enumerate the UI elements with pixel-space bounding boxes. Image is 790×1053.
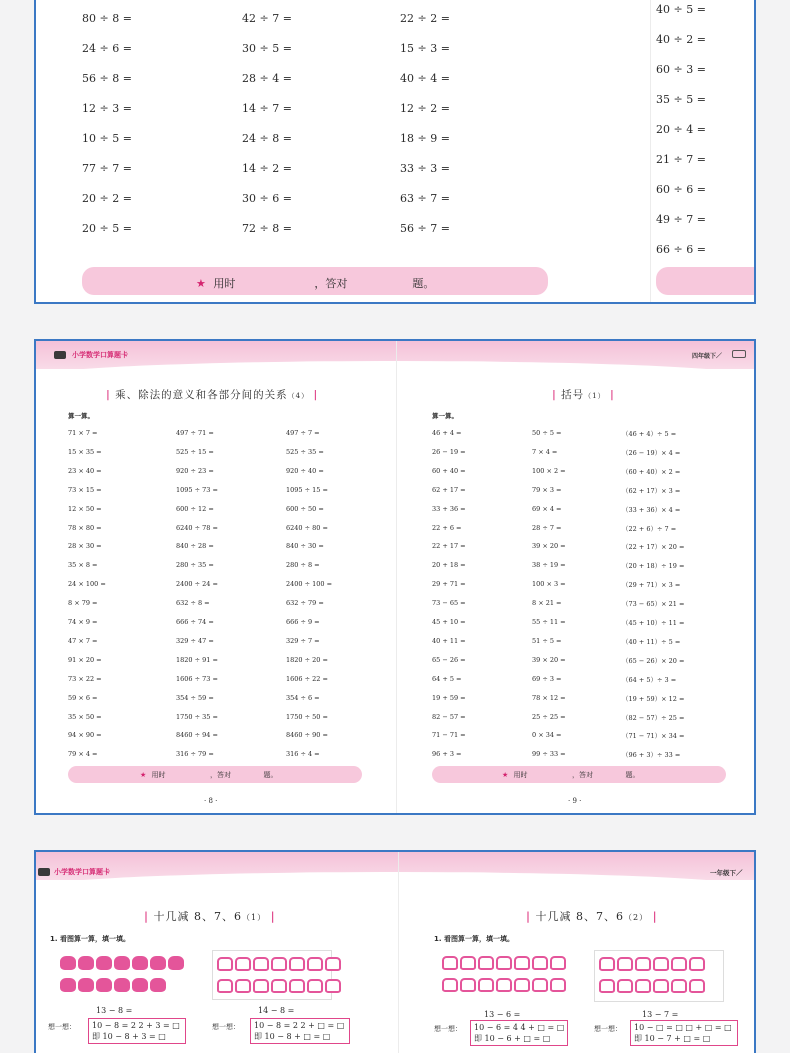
pig-icon — [168, 956, 184, 970]
equation: 100 × 3 = — [532, 580, 566, 589]
equation: 64 + 5 = — [432, 674, 462, 683]
pig-icon — [671, 979, 687, 993]
time-label: 用时 — [213, 277, 236, 290]
graduation-cap-icon — [54, 351, 66, 359]
equation: 1606 ÷ 73 = — [176, 674, 218, 683]
equation: 39 × 20 = — [532, 542, 566, 551]
equation: （20 + 18）÷ 19 = — [622, 562, 685, 571]
instruction-left: 算一算。 — [68, 412, 94, 420]
page-number-right: · 9 · — [568, 797, 582, 805]
brand-title: 小学数学口算题卡 — [72, 351, 128, 359]
equation: 666 ÷ 9 = — [286, 618, 320, 626]
equation: 1750 ÷ 35 = — [176, 712, 218, 721]
equation: 28 ÷ 4 = — [242, 72, 292, 85]
equation: 66 ÷ 6 = — [656, 243, 706, 256]
equation: 20 ÷ 4 = — [656, 123, 706, 136]
equation: 69 ÷ 3 = — [532, 674, 562, 683]
equation: 1095 ÷ 15 = — [286, 485, 328, 494]
pig-icon — [114, 956, 130, 970]
equation: 20 + 18 = — [432, 561, 466, 570]
equation: （73 − 65）× 21 = — [622, 600, 685, 609]
pig-icon — [132, 956, 148, 970]
pig-icon — [150, 978, 166, 992]
think-label-right-a: 想一想： — [434, 1025, 462, 1033]
equation: 40 ÷ 5 = — [656, 3, 706, 16]
equation: 73 × 22 = — [68, 674, 102, 683]
pig-icon — [253, 979, 269, 993]
pig-icon — [78, 956, 94, 970]
equation: 28 × 30 = — [68, 542, 102, 551]
worksheet-bottom — [34, 850, 756, 1053]
equation: 497 ÷ 71 = — [176, 429, 214, 437]
pig-icon — [271, 979, 287, 993]
equation: 24 × 100 = — [68, 580, 106, 589]
equation: 79 × 4 = — [68, 750, 98, 759]
pig-icon — [653, 957, 669, 971]
pig-icon — [289, 957, 305, 971]
equation: 666 ÷ 74 = — [176, 618, 214, 626]
pig-icon — [496, 956, 512, 970]
pig-icon — [532, 956, 548, 970]
equation: 91 × 20 = — [68, 655, 102, 664]
pig-icon — [271, 957, 287, 971]
equation: 35 ÷ 5 = — [656, 93, 706, 106]
equation: 60 ÷ 6 = — [656, 183, 706, 196]
grade-label: 四年级下／ — [692, 353, 723, 360]
equation: 82 − 57 = — [432, 712, 466, 721]
graduation-cap-icon — [38, 868, 50, 876]
equation: 15 ÷ 3 = — [400, 42, 450, 55]
pig-icon — [132, 978, 148, 992]
equation-left-b: 14 − 8 = — [258, 1006, 295, 1015]
pig-icon — [689, 979, 705, 993]
equation: （33 + 36）× 4 = — [622, 505, 681, 514]
equation: 78 × 12 = — [532, 693, 566, 702]
section-title-left: | 十几减 8、7、6（1） | — [144, 910, 276, 923]
equation: 60 ÷ 3 = — [656, 63, 706, 76]
pig-icon — [532, 978, 548, 992]
figure-pigs-right-b — [594, 950, 724, 1002]
equation: 47 × 7 = — [68, 636, 98, 645]
equation: 100 × 2 = — [532, 466, 566, 475]
equation: 65 − 26 = — [432, 655, 466, 664]
pig-icon — [235, 957, 251, 971]
equation: 22 + 17 = — [432, 542, 466, 551]
equation: 22 + 6 = — [432, 523, 462, 532]
think-label-left-a: 想一想： — [48, 1023, 76, 1031]
pig-icon — [599, 979, 615, 993]
equation: 46 + 4 = — [432, 429, 462, 437]
pig-icon — [496, 978, 512, 992]
pig-icon — [635, 979, 651, 993]
pig-icon — [307, 957, 323, 971]
pig-icon — [289, 979, 305, 993]
pig-icon — [442, 978, 458, 992]
brand-title: 小学数学口算题卡 — [54, 868, 110, 876]
equation: （29 + 71）× 3 = — [622, 581, 681, 590]
pig-icon — [253, 957, 269, 971]
equation: 632 ÷ 79 = — [286, 599, 324, 608]
equation: 1750 ÷ 50 = — [286, 712, 328, 721]
pig-icon — [617, 957, 633, 971]
page-number-left: · 8 · — [204, 797, 218, 805]
equation: 23 × 40 = — [68, 466, 102, 475]
equation: 30 ÷ 6 = — [242, 192, 292, 205]
equation: 74 × 9 = — [68, 618, 98, 626]
equation: 21 ÷ 7 = — [656, 153, 706, 166]
score-bar-right — [656, 267, 756, 295]
equation: 71 − 71 = — [432, 731, 466, 740]
equation: 1095 ÷ 73 = — [176, 485, 218, 494]
equation: 6240 ÷ 80 = — [286, 523, 328, 532]
equation: 19 + 59 = — [432, 693, 466, 702]
pig-icon — [478, 956, 494, 970]
pig-icon — [460, 956, 476, 970]
equation: 12 ÷ 3 = — [82, 102, 132, 115]
pig-icon — [60, 978, 76, 992]
equation: 77 ÷ 7 = — [82, 162, 132, 175]
equation: 49 ÷ 7 = — [656, 213, 706, 226]
equation: 525 ÷ 35 = — [286, 447, 324, 456]
equation: 840 ÷ 28 = — [176, 542, 214, 551]
score-bar-text — [196, 275, 434, 291]
equation: 2400 ÷ 100 = — [286, 580, 333, 589]
equation-left-a: 13 − 8 = — [96, 1006, 133, 1015]
equation: （65 − 26）× 20 = — [622, 656, 685, 665]
page-spine — [398, 852, 399, 1053]
page-spine — [650, 0, 651, 302]
equation: 42 ÷ 7 = — [242, 12, 292, 25]
pig-icon — [114, 978, 130, 992]
figure-pigs-left-a — [56, 950, 168, 1000]
equation: 45 + 10 = — [432, 618, 466, 626]
equation-right-b: 13 − 7 = — [642, 1010, 679, 1019]
equation: 69 × 4 = — [532, 504, 562, 513]
pig-icon — [671, 957, 687, 971]
equation: 600 ÷ 50 = — [286, 504, 324, 513]
score-bar-left-text: ★ 用时 ，答对 题。 — [140, 771, 278, 779]
equation: 33 + 36 = — [432, 504, 466, 513]
equation: （71 − 71）× 34 = — [622, 732, 685, 741]
equation: 0 × 34 = — [532, 731, 562, 740]
figure-pigs-right-a — [438, 950, 574, 1002]
equation: （22 + 6）÷ 7 = — [622, 524, 677, 533]
equation: 96 + 3 = — [432, 750, 462, 759]
equation: 8460 ÷ 90 = — [286, 731, 328, 740]
equation: 329 ÷ 7 = — [286, 636, 320, 645]
pig-icon — [150, 956, 166, 970]
equation: 12 × 50 = — [68, 504, 102, 513]
equation: 72 ÷ 8 = — [242, 222, 292, 235]
equation: （45 + 10）÷ 11 = — [622, 619, 685, 627]
pig-icon — [514, 956, 530, 970]
equation: 14 ÷ 2 = — [242, 162, 292, 175]
pig-icon — [325, 979, 341, 993]
equation: 35 × 8 = — [68, 561, 98, 570]
figure-pigs-left-b — [212, 950, 332, 1000]
equation: 497 ÷ 7 = — [286, 429, 320, 437]
equation: （62 + 17）× 3 = — [622, 486, 681, 495]
equation: 30 ÷ 5 = — [242, 42, 292, 55]
equation: 63 ÷ 7 = — [400, 192, 450, 205]
equation: （46 + 4）÷ 5 = — [622, 430, 677, 438]
equation: 38 ÷ 19 = — [532, 561, 566, 570]
equation: 22 ÷ 2 = — [400, 12, 450, 25]
equation: 1820 ÷ 91 = — [176, 655, 218, 664]
equation: 920 ÷ 23 = — [176, 466, 214, 475]
equation: 40 ÷ 4 = — [400, 72, 450, 85]
pig-icon — [78, 978, 94, 992]
pig-icon — [550, 978, 566, 992]
think-label-left-b: 想一想： — [212, 1023, 240, 1031]
correct-label: ，答对 — [314, 277, 348, 290]
equation: 1820 ÷ 20 = — [286, 655, 328, 664]
equation: 840 ÷ 30 = — [286, 542, 324, 551]
pig-icon — [599, 957, 615, 971]
pig-icon — [689, 957, 705, 971]
equation: 56 ÷ 7 = — [400, 222, 450, 235]
equation: 20 ÷ 2 = — [82, 192, 132, 205]
pig-icon — [478, 978, 494, 992]
equation: 59 × 6 = — [68, 693, 98, 702]
pig-icon — [96, 956, 112, 970]
equation: 50 ÷ 5 = — [532, 429, 562, 437]
pig-icon — [460, 978, 476, 992]
equation: （22 + 17）× 20 = — [622, 543, 685, 552]
equation: 56 ÷ 8 = — [82, 72, 132, 85]
equation: （82 − 57）÷ 25 = — [622, 713, 685, 722]
equation: 920 ÷ 40 = — [286, 466, 324, 475]
equation: 94 × 90 = — [68, 731, 102, 740]
equation: 25 ÷ 25 = — [532, 712, 566, 721]
equation: 79 × 3 = — [532, 485, 562, 494]
equation: 600 ÷ 12 = — [176, 504, 214, 513]
equation: 316 ÷ 4 = — [286, 750, 320, 759]
equation: 525 ÷ 15 = — [176, 447, 214, 456]
pig-icon — [325, 957, 341, 971]
grade-label: 一年级下／ — [710, 869, 743, 877]
equation: 73 × 15 = — [68, 485, 102, 494]
equation: 73 − 65 = — [432, 599, 466, 608]
instruction-right: 1. 看图算一算，填一填。 — [434, 935, 514, 943]
equation: 280 ÷ 35 = — [176, 561, 214, 570]
equation: 78 × 80 = — [68, 523, 102, 532]
equation: （40 + 11）÷ 5 = — [622, 637, 681, 646]
equation: 20 ÷ 5 = — [82, 222, 132, 235]
section-title-right: | 括号（1） | — [552, 389, 615, 401]
equation: 2400 ÷ 24 = — [176, 580, 218, 589]
score-bar-right-text: ★ 用时 ，答对 题。 — [502, 771, 640, 779]
equation: 8 × 79 = — [68, 599, 98, 608]
equation: 7 × 4 = — [532, 447, 558, 456]
equation: 1606 ÷ 22 = — [286, 674, 328, 683]
equation: 316 ÷ 79 = — [176, 750, 214, 759]
instruction-right: 算一算。 — [432, 412, 458, 420]
equation: （96 + 3）÷ 33 = — [622, 751, 681, 760]
equation: 60 + 40 = — [432, 466, 466, 475]
equation: 35 × 50 = — [68, 712, 102, 721]
equation: 354 ÷ 59 = — [176, 693, 214, 702]
pig-icon — [96, 978, 112, 992]
star-icon: ★ — [196, 277, 206, 290]
hint-box-left-a: 10 − 8 = 2 2 + 3 = □ 即 10 − 8 + 3 = □ — [88, 1018, 186, 1044]
equation: 329 ÷ 47 = — [176, 636, 214, 645]
worksheet-top — [34, 0, 756, 304]
pig-icon — [635, 957, 651, 971]
equation: 40 ÷ 2 = — [656, 33, 706, 46]
equation: 80 ÷ 8 = — [82, 12, 132, 25]
instruction-left: 1. 看图算一算，填一填。 — [50, 935, 130, 943]
section-title-left: | 乘、除法的意义和各部分间的关系（4） | — [106, 389, 319, 401]
star-icon: ★ — [140, 771, 147, 779]
think-label-right-b: 想一想： — [594, 1025, 622, 1033]
equation: 62 + 17 = — [432, 485, 466, 494]
equation: 28 ÷ 7 = — [532, 523, 562, 532]
equation: 14 ÷ 7 = — [242, 102, 292, 115]
equation: 71 × 7 = — [68, 429, 98, 437]
equation: （26 − 19）× 4 = — [622, 448, 681, 457]
equation: 280 ÷ 8 = — [286, 561, 320, 570]
equation: 99 ÷ 33 = — [532, 750, 566, 759]
equation: 10 ÷ 5 = — [82, 132, 132, 145]
equation: 8 × 21 = — [532, 599, 562, 608]
pig-icon — [60, 956, 76, 970]
equation: （19 + 59）× 12 = — [622, 694, 685, 703]
equation: 632 ÷ 8 = — [176, 599, 210, 608]
hint-box-right-b: 10 − □ = □ □ + □ = □ 即 10 − 7 + □ = □ — [630, 1020, 738, 1046]
equation: 354 ÷ 6 = — [286, 693, 320, 702]
equation: 24 ÷ 8 = — [242, 132, 292, 145]
equation: 33 ÷ 3 = — [400, 162, 450, 175]
equation: 18 ÷ 9 = — [400, 132, 450, 145]
equation: 55 ÷ 11 = — [532, 618, 566, 626]
equation: 26 − 19 = — [432, 447, 466, 456]
equation: 12 ÷ 2 = — [400, 102, 450, 115]
pig-icon — [617, 979, 633, 993]
page-spine — [396, 341, 397, 813]
pig-icon — [442, 956, 458, 970]
equation: （60 + 40）× 2 = — [622, 467, 681, 476]
pig-icon — [653, 979, 669, 993]
star-icon: ★ — [502, 771, 509, 779]
equation: 8460 ÷ 94 = — [176, 731, 218, 740]
hint-box-left-b: 10 − 8 = 2 2 + □ = □ 即 10 − 8 + □ = □ — [250, 1018, 350, 1044]
equation-right-a: 13 − 6 = — [484, 1010, 521, 1019]
pig-icon — [307, 979, 323, 993]
equation: 40 + 11 = — [432, 636, 466, 645]
equation: 6240 ÷ 78 = — [176, 523, 218, 532]
equation: 39 × 20 = — [532, 655, 566, 664]
worksheet-middle — [34, 339, 756, 815]
unit-label: 题。 — [412, 277, 435, 290]
pig-icon — [217, 957, 233, 971]
equation: 15 × 35 = — [68, 447, 102, 456]
pig-icon — [217, 979, 233, 993]
pig-icon — [235, 979, 251, 993]
equation: 24 ÷ 6 = — [82, 42, 132, 55]
book-icon — [732, 350, 746, 358]
equation: （64 + 5）÷ 3 = — [622, 675, 677, 684]
hint-box-right-a: 10 − 6 = 4 4 + □ = □ 即 10 − 6 + □ = □ — [470, 1020, 568, 1046]
equation: 51 ÷ 5 = — [532, 636, 562, 645]
equation: 29 + 71 = — [432, 580, 466, 589]
pig-icon — [550, 956, 566, 970]
pig-icon — [514, 978, 530, 992]
section-title-right: | 十几减 8、7、6（2） | — [526, 910, 658, 923]
